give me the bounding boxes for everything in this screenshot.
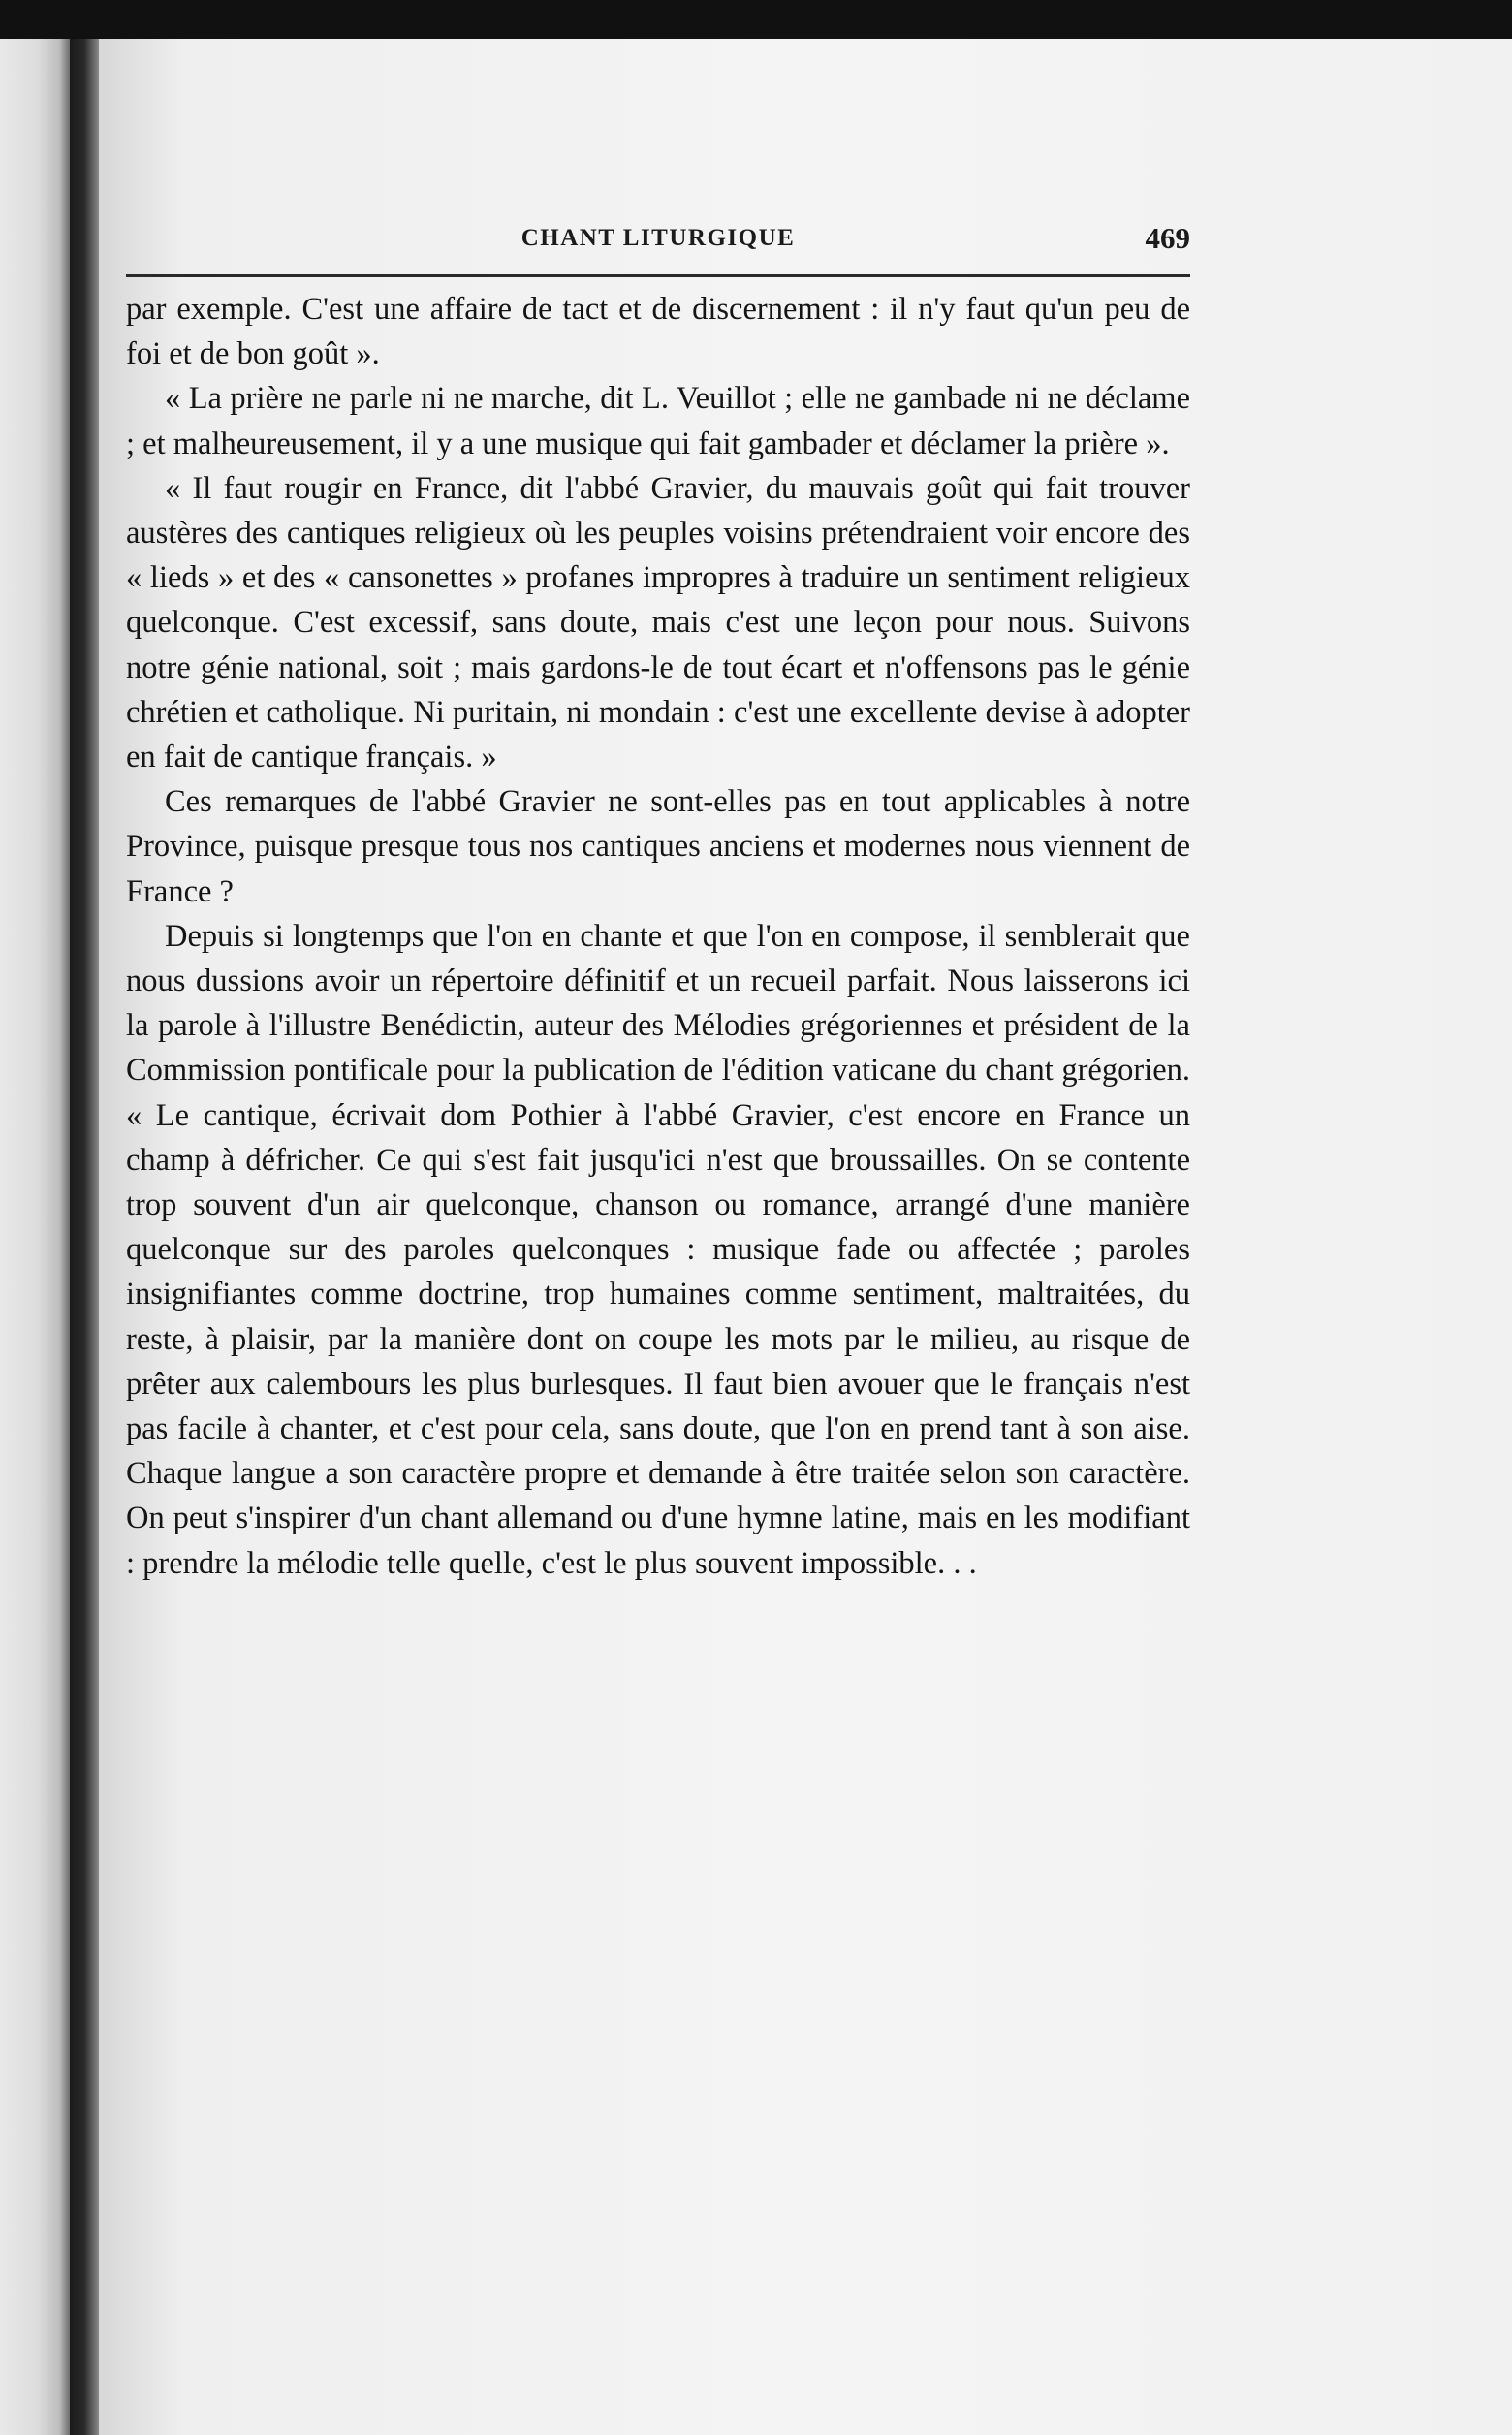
paragraph-province-remarks: Ces remarques de l'abbé Gravier ne sont-elles pas en tout applicables à notre Province, puisque presque tous nos cantiques anciens et modernes nous viennent de France ? bbox=[126, 784, 1190, 909]
paragraph-veuillot-quote: « La prière ne parle ni ne marche, dit L. Veuillot ; elle ne gambade ni ne déclame ; et malheureusement, il y a une musique qui fait gambader et déclamer la prière ». bbox=[126, 381, 1190, 461]
running-title: CHANT LITURGIQUE bbox=[520, 225, 796, 251]
body-text bbox=[126, 287, 1190, 1586]
book-gutter bbox=[70, 39, 99, 2435]
header-rule bbox=[126, 274, 1190, 277]
page-header bbox=[126, 221, 1190, 264]
page-number: 469 bbox=[1145, 221, 1190, 255]
paragraph-gravier-quote: « Il faut rougir en France, dit l'abbé Gravier, du mauvais goût qui fait trouver austères des cantiques religieux où les peuples voisins prétendraient voir encore des « lieds » et des « cansonettes » profanes impropres à traduire un sentiment religieux quelconque. C'est excessif, sans doute, mais c'est une leçon pour nous. Suivons notre génie national, soit ; mais gardons-le de tout écart et n'offensons pas le génie chrétien et catholique. Ni puritain, ni mondain : c'est une excellente devise à adopter en fait de cantique français. » bbox=[126, 470, 1190, 775]
paragraph-continuation: par exemple. C'est une affaire de tact et de discernement : il n'y faut qu'un peu de foi et de bon goût ». bbox=[126, 292, 1190, 372]
film-border-top bbox=[0, 0, 1512, 39]
facing-page-edge bbox=[0, 39, 70, 2435]
paragraph-pothier-quote: Depuis si longtemps que l'on en chante et que l'on en compose, il semblerait que nous dussions avoir un répertoire définitif et un recueil parfait. Nous laisserons ici la parole à l'illustre Benédictin, auteur des Mélodies grégoriennes et président de la Commission pontificale pour la publication de l'édition vaticane du chant grégorien. « Le cantique, écrivait dom Pothier à l'abbé Gravier, c'est encore en France un champ à défricher. Ce qui s'est fait jusqu'ici n'est que broussailles. On se contente trop souvent d'un air quelconque, chanson ou romance, arrangé d'une manière quelconque sur des paroles quelconques : musique fade ou affectée ; paroles insignifiantes comme doctrine, trop humaines comme sentiment, maltraitées, du reste, à plaisir, par la manière dont on coupe les mots par le milieu, au risque de prêter aux calembours les plus burlesques. Il faut bien avouer que le français n'est pas facile à chanter, et c'est pour cela, sans doute, que l'on en prend tant à son aise. Chaque langue a son caractère propre et demande à être traitée selon son caractère. On peut s'inspirer d'un chant allemand ou d'une hymne latine, mais en les modifiant : prendre la mélodie telle quelle, c'est le plus souvent impossible. . . bbox=[126, 918, 1190, 1581]
